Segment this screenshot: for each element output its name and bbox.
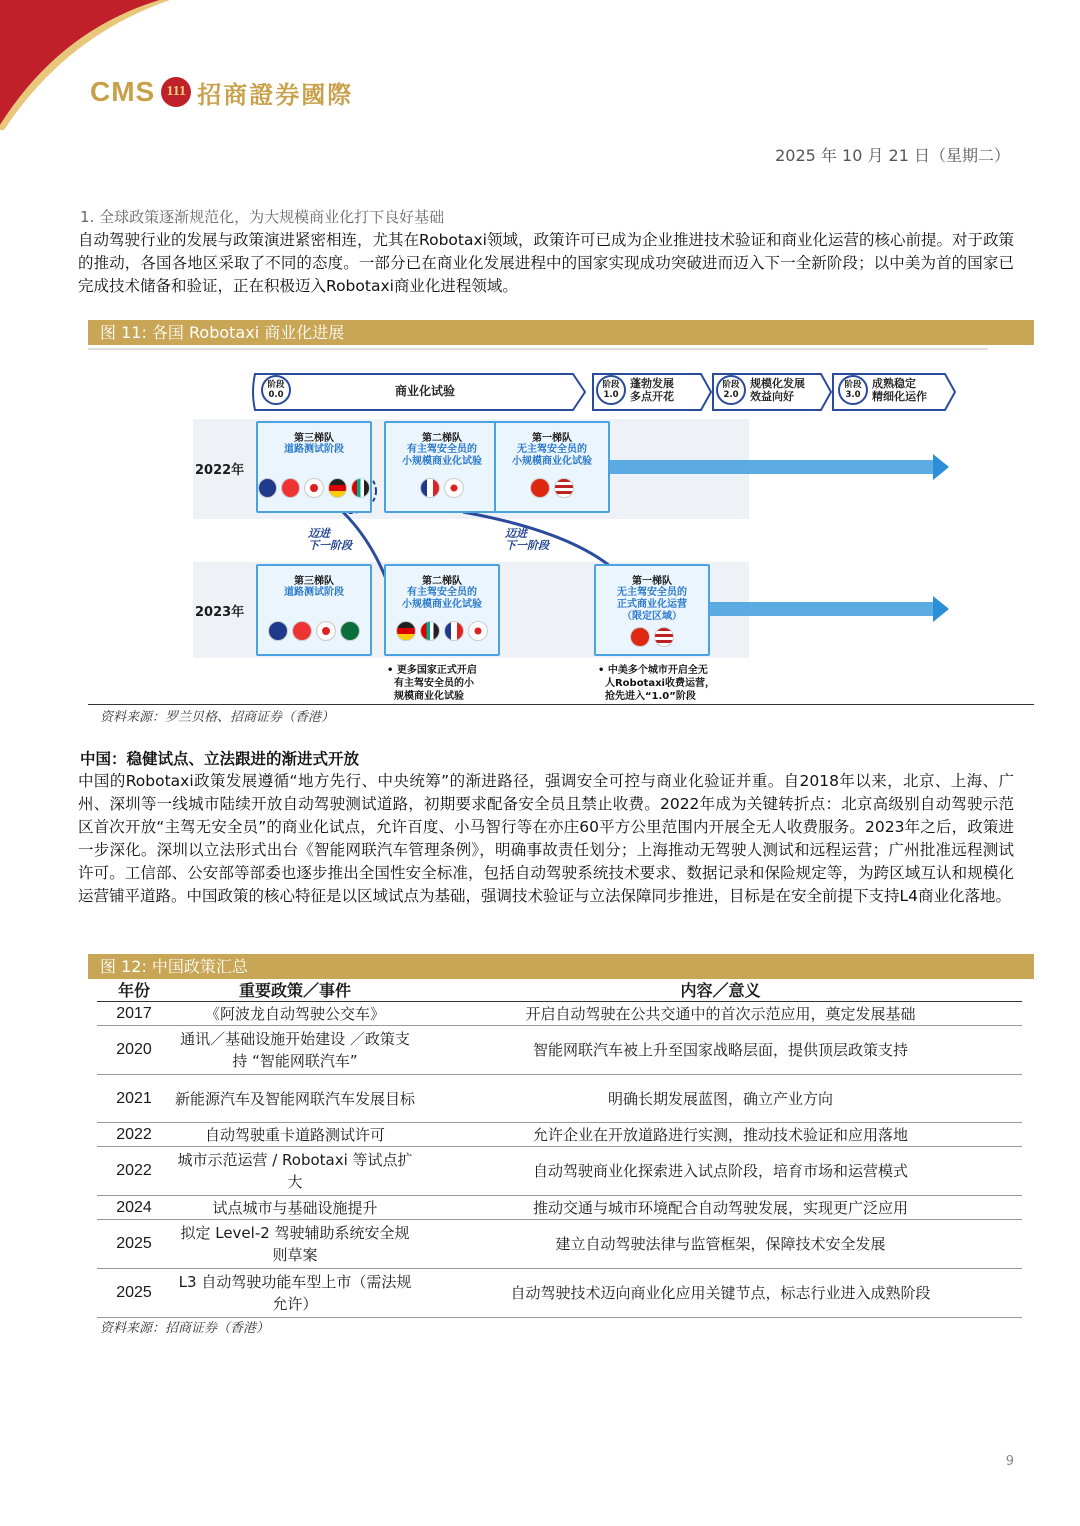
jump-label-1: 迈进 下一阶段 bbox=[308, 527, 352, 552]
tier1-2023: 第一梯队 无主驾安全员的 正式商业化运营 （限定区域） bbox=[594, 564, 710, 656]
table-row: 2025 拟定 Level-2 驾驶辅助系统安全规则草案 建立自动驾驶法律与监管框架，保障技术安全发展 bbox=[97, 1220, 1022, 1269]
flag-germany-icon bbox=[328, 478, 347, 498]
company-logo bbox=[90, 72, 353, 112]
flag-korea-icon bbox=[444, 478, 464, 498]
stage-3 bbox=[838, 372, 927, 408]
china-text: 中国的Robotaxi政策发展遵循“地方先行、中央统筹”的渐进路径，强调安全可控与商业化验证并重。自2018年以来，北京、上海、广州、深圳等一线城市陆续开放自动驾驶测试道路，初期要求配备安全员且禁止收费。2022年成为关键转折点：北京高级别自动驾驶示范区首次开放“主驾无安全员”的商业化试点，允许百度、小马智行等在亦庄60平方公里范围内开展全无人收费服务。2023年之后，政策进一步深化。深圳以立法形式出台《智能网联汽车管理条例》，明确事故责任划分；上海推动无驾驶人测试和远程运营；广州批准远程测试许可。工信部、公安部等部委也逐步推出全国性安全标准，包括自动驾驶系统技术要求、数据记录和保险规定等，为跨区域互认和规模化运营铺平道路。中国政策的核心特征是以区域试点为基础，强调技术验证与立法保障同步推进，目标是在安全前提下支持L4商业化落地。 bbox=[78, 772, 1014, 905]
tier1-2022: 第一梯队 无主驾安全员的 小规模商业化试验 bbox=[494, 421, 610, 513]
flag-japan-icon bbox=[304, 478, 323, 498]
table-row: 2025 L3 自动驾驶功能车型上市（需法规允许） 自动驾驶技术迈向商业化应用关键节点，标志行业进入成熟阶段 bbox=[97, 1269, 1022, 1318]
section-heading: 1. 全球政策逐渐规范化，为大规模商业化打下良好基础 bbox=[80, 208, 445, 226]
stage-1 bbox=[596, 372, 674, 408]
flag-germany-icon bbox=[396, 621, 416, 641]
logo-latin: CMS bbox=[90, 76, 156, 107]
table-row: 2020 通讯／基础设施开始建设 ／政策支持 “智能网联汽车” 智能网联汽车被上升至国家战略层面，提供顶层政策支持 bbox=[97, 1026, 1022, 1075]
flag-uae-icon bbox=[351, 478, 370, 498]
note-tier2: • 更多国家正式开启 有主驾安全员的小 规模商业化试验 bbox=[387, 665, 477, 702]
stage-1-label: 蓬勃发展 多点开花 bbox=[630, 377, 674, 403]
table-row: 2022 自动驾驶重卡道路测试许可 允许企业在开放道路进行实测，推动技术验证和应用落地 bbox=[97, 1123, 1022, 1147]
figure-divider bbox=[88, 348, 988, 350]
stage-2-badge: 阶段 2.0 bbox=[716, 375, 746, 405]
report-date: 2025 年 10 月 21 日（星期二） bbox=[775, 146, 1010, 165]
stage-3-label: 成熟稳定 精细化运作 bbox=[872, 377, 927, 403]
china-heading: 中国：稳健试点、立法跟进的渐进式开放 bbox=[80, 750, 360, 768]
flag-france-icon bbox=[420, 478, 440, 498]
stage-2-label: 规模化发展 效益向好 bbox=[750, 377, 805, 403]
figure-bottom-rule bbox=[88, 704, 1034, 705]
logo-chinese: 招商證券國際 bbox=[197, 79, 354, 109]
stage-0 bbox=[261, 372, 455, 408]
logo-badge-icon: 111 bbox=[161, 77, 191, 107]
flag-japan-icon bbox=[316, 621, 336, 641]
figure-12-source: 资料来源：招商证券（香港） bbox=[100, 1321, 270, 1336]
figure-11-source: 资料来源：罗兰贝格、招商证券（香港） bbox=[100, 710, 335, 725]
figure-12-title: 图 12: 中国政策汇总 bbox=[88, 954, 1034, 979]
col-event: 重要政策／事件 bbox=[171, 978, 419, 1002]
intro-text: 自动驾驶行业的发展与政策演进紧密相连，尤其在Robotaxi领域，政策许可已成为企业推进技术验证和商业化运营的核心前提。对于政策的推动，各国各地区采取了不同的态度。一部分已在商业化发展进程中的国家实现成功突破进而迈入下一全新阶段；以中美为首的国家已完成技术储备和验证，正在积极迈入Robotaxi商业化进程领域。 bbox=[78, 231, 1014, 295]
policy-table bbox=[97, 978, 1022, 1318]
tier3-2023: 第三梯队 道路测试阶段 bbox=[256, 564, 372, 656]
note-tier1: • 中美多个城市开启全无 人Robotaxi收费运营， 抢先进入“1.0”阶段 bbox=[598, 665, 715, 702]
flag-uae-icon bbox=[420, 621, 440, 641]
china-paragraph bbox=[78, 770, 1014, 908]
year-2022-label: 2022年 bbox=[195, 463, 245, 478]
stage-2 bbox=[716, 372, 805, 408]
flag-usa-icon bbox=[554, 478, 574, 498]
flag-china-icon bbox=[630, 627, 650, 647]
flag-uk-icon bbox=[258, 478, 277, 498]
stage-1-badge: 阶段 1.0 bbox=[596, 375, 626, 405]
table-row: 2024 试点城市与基础设施提升 推动交通与城市环境配合自动驾驶发展，实现更广泛应用 bbox=[97, 1196, 1022, 1220]
table-row: 2017 《阿波龙自动驾驶公交车》 开启自动驾驶在公共交通中的首次示范应用，奠定发展基础 bbox=[97, 1002, 1022, 1026]
stage-3-badge: 阶段 3.0 bbox=[838, 375, 868, 405]
flag-usa-icon bbox=[654, 627, 674, 647]
tier2-2022: 第二梯队 有主驾安全员的 小规模商业化试验 bbox=[384, 421, 500, 513]
tier2-2023: 第二梯队 有主驾安全员的 小规模商业化试验 bbox=[384, 564, 500, 656]
col-year: 年份 bbox=[97, 978, 171, 1002]
table-row: 2022 城市示范运营 / Robotaxi 等试点扩大 自动驾驶商业化探索进入试点阶段，培育市场和运营模式 bbox=[97, 1147, 1022, 1196]
flag-uk-icon bbox=[268, 621, 288, 641]
flag-singapore-icon bbox=[292, 621, 312, 641]
flag-saudi-icon bbox=[340, 621, 360, 641]
flag-china-icon bbox=[530, 478, 550, 498]
stage-0-badge: 阶段 0.0 bbox=[261, 375, 291, 405]
flag-france-icon bbox=[444, 621, 464, 641]
flag-singapore-icon bbox=[281, 478, 300, 498]
table-header-row bbox=[97, 978, 1022, 1002]
col-content: 内容／意义 bbox=[419, 978, 1022, 1002]
page-number: 9 bbox=[1005, 1454, 1014, 1469]
tier3-2022: 第三梯队 道路测试阶段 bbox=[256, 421, 372, 513]
year-2023-label: 2023年 bbox=[195, 605, 245, 620]
flag-korea-icon bbox=[468, 621, 488, 641]
jump-label-2: 迈进 下一阶段 bbox=[505, 527, 549, 552]
intro-paragraph bbox=[78, 229, 1014, 298]
figure-11-title: 图 11: 各国 Robotaxi 商业化进展 bbox=[88, 320, 1034, 345]
stage-0-label: 商业化试验 bbox=[395, 383, 456, 398]
table-row: 2021 新能源汽车及智能网联汽车发展目标 明确长期发展蓝图，确立产业方向 bbox=[97, 1075, 1022, 1123]
